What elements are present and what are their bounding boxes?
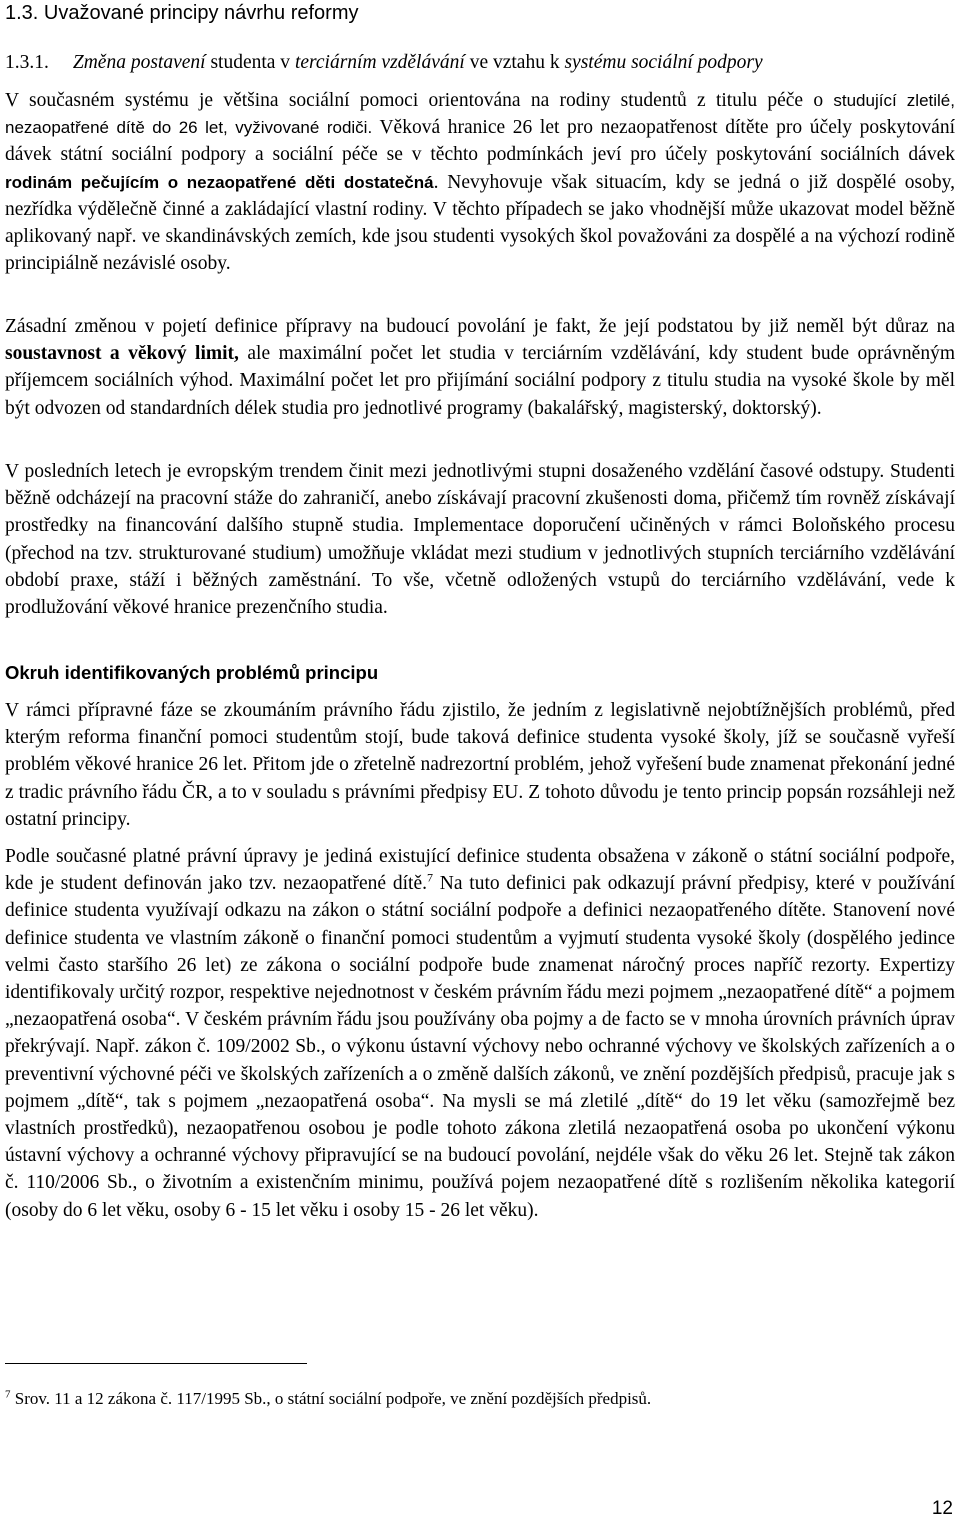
- problems-heading: Okruh identifikovaných problémů principu: [5, 662, 379, 683]
- subsection-title-part: systému sociální podpory: [564, 52, 763, 73]
- paragraph-2-text: ale maximální počet let studia v terciárním vzdělávání, kdy student bude oprávněným příjemcem sociálních výhod. Maximální počet let pro přijímání sociální podpory z titulu studia na vysoké škole by měl být odvozen od standardních délek studia pro jednotlivé programy (bakalářský, magisterský, doktorský).: [5, 343, 955, 419]
- paragraph-1-text: studující zletilé, nezaopatřené dítě do 26 let, vyživované rodiči.: [5, 91, 955, 138]
- subsection-title-part: studenta v: [210, 52, 295, 73]
- subsection-title-part: terciárním vzdělávání: [294, 52, 465, 73]
- footnote-reference[interactable]: 7: [427, 870, 433, 885]
- page-number: 12: [931, 1498, 953, 1519]
- paragraph-1-text: Věková hranice 26 let pro nezaopatřenost dítěte pro účely poskytování dávek státní sociální podpory a sociální péče se v těchto podmínkách jeví pro účely poskytování sociálních dávek: [5, 117, 956, 166]
- paragraph-1: [5, 87, 955, 277]
- paragraph-4: V rámci přípravné fáze se zkoumáním právního řádu zjistilo, že jedním z legislativně nejobtížnějších problémů, před kterým reforma finanční pomoci studentům stojí, bude taková definice studenta vysoké školy, jíž se současně vyřeší problém věkové hranice 26 let. Přitom jde o zřetelně nadrezortní problém, jehož vyřešení bude znamenat překonání jedné z tradic právního řádu ČR, a to v souladu s právními předpisy EU. Z tohoto důvodu je tento princip popsán rozsáhleji než ostatní principy.: [5, 700, 955, 830]
- paragraph-2: [5, 313, 955, 422]
- section-heading: 1.3. Uvažované principy návrhu reformy: [5, 2, 359, 24]
- paragraph-3: V posledních letech je evropským trendem činit mezi jednotlivými stupni dosaženého vzdělání časové odstupy. Studenti běžně odcházejí na pracovní stáže do zahraničí, anebo získávají pracovní zkušenosti doma, přičemž tím rovněž získávají prostředky na financování dalšího stupně studia. Implementace doporučení učiněných v rámci Boloňského procesu (přechod na tzv. strukturované studium) umožňuje vkládat mezi studium v jednotlivých stupních terciárního vzdělávání období praxe, stáží i běžných zaměstnání. To vše, včetně odložených vstupů do terciárního vzdělávání, vede k prodlužování věkové hranice prezenčního studia.: [5, 461, 955, 619]
- paragraph-2-text: Zásadní změnou v pojetí definice přípravy na budoucí povolání je fakt, že její podstatou by již neměl být důraz na: [5, 316, 955, 337]
- subsection-heading: [5, 50, 763, 76]
- paragraph-5: [5, 843, 955, 1224]
- paragraph-2-bold: soustavnost a věkový limit,: [5, 343, 239, 365]
- footnote-marker: 7: [5, 1388, 11, 1401]
- paragraph-1-text: . Nevyhovuje však situacím, kdy se jedná o již dospělé osoby, nezřídka výdělečně činné a zakládající vlastní rodiny. V těchto případech se jako vhodnější může ukazovat model běžně aplikovaný např. ve skandinávských zemích, kde jsou studenti vysokých škol považováni za dospělé a na výchozí rodině principiálně nezávislé osoby.: [5, 171, 955, 275]
- footnote: [5, 1388, 651, 1410]
- footnote-separator: [5, 1363, 307, 1364]
- subsection-title-part: Změna postavení: [72, 52, 211, 73]
- subsection-number: 1.3.1.: [5, 52, 49, 73]
- footnote-text: Srov. 11 a 12 zákona č. 117/1995 Sb., o státní sociální podpoře, ve znění pozdějších předpisů.: [10, 1389, 652, 1408]
- paragraph-5-text: Na tuto definici pak odkazují právní předpisy, které v používání definice studenta využívají odkazu na zákon o státní sociální podpoře a definici nezaopatřeného dítěte. Stanovení nové definice studenta ve vlastním zákoně o finanční pomoci studentům a vyjmutí studenta vysoké školy (dospělého jedince velmi často staršího 26 let) ze zákona o sociální podpoře bude znamenat náročný proces napříč rezorty. Expertizy identifikovaly určitý rozpor, respektive nejednotnost v českém právním řádu mezi pojmem „nezaopatřené dítě“ a pojmem „nezaopatřená osoba“. V českém právním řádu jsou používány oba pojmy a de facto se v mnoha úrovních právních úprav překrývají. Např. zákon č. 109/2002 Sb., o výkonu ústavní výchovy nebo ochranné výchovy ve školských zařízeních a o preventivní výchovné péči ve školských zařízeních a o změně dalších zákonů, ve znění pozdějších předpisů, pracuje jak s pojmem „dítě“, tak s pojmem „nezaopatřená osoba“. Na mysli se má zletilé „dítě“ do 19 let věku (samozřejmě bez vlastních prostředků), nezaopatřenou osobou je podle tohoto zákona zletilá nezaopatřená osoba po ukončení výkonu ústavní výchovy a ochranné výchovy připravující se na budoucí povolání, nejdéle však do věku 26 let. Stejně tak zákon č. 110/2006 Sb., o životním a existenčním minimu, používá pojem nezaopatřené dítě s rozlišením několika kategorií (osoby do 6 let věku, osoby 6 - 15 let věku i osoby 15 - 26 let věku).: [5, 873, 955, 1221]
- paragraph-1-bold: rodinám pečujícím o nezaopatřené děti dostatečná: [5, 172, 434, 192]
- subsection-title-part: ve vztahu k: [464, 52, 565, 73]
- paragraph-1-text: V současném systému je většina sociální pomoci orientována na rodiny studentů z titulu péče o: [5, 90, 834, 111]
- paragraph-5-text: Podle současné platné právní úpravy je jediná existující definice studenta obsažena v zákoně o státní sociální podpoře, kde je student definován jako tzv. nezaopatřené dítě.: [5, 846, 955, 895]
